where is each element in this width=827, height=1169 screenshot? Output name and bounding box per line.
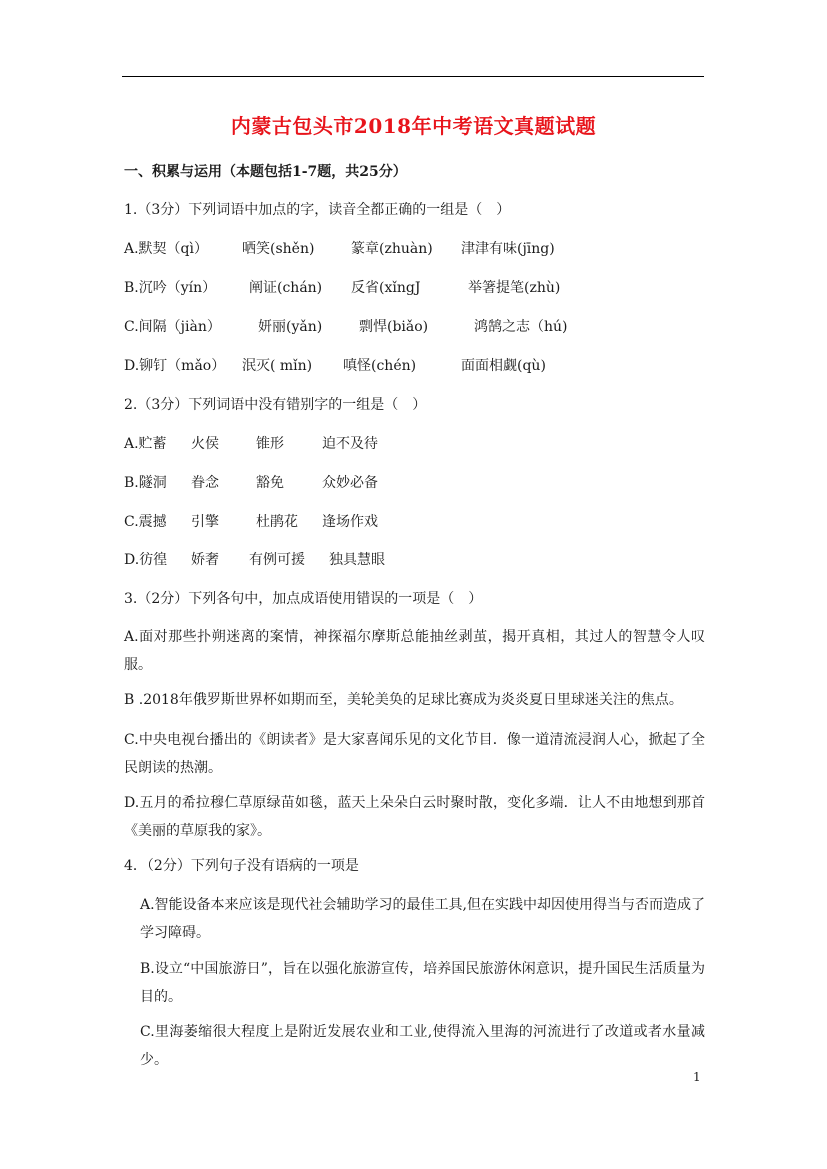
q2-b-item-3: 豁免: [256, 475, 284, 491]
q2-a-item-2: 火侯: [191, 436, 219, 452]
page-number: 1: [693, 1070, 701, 1084]
q1-d-item-2: 泯灭( mǐn): [242, 358, 313, 374]
q4-option-b: B.设立“中国旅游日”，旨在以强化旅游宣传，培养国民旅游休闲意识，提升国民生活质量为目的。: [140, 961, 705, 1005]
q1-c-item-2: 妍丽(yǎn): [258, 319, 323, 335]
q2-a-item-1: A.贮蓄: [124, 436, 167, 452]
q1-a-item-1: A.默契（qì）: [124, 241, 208, 257]
question-2-stem: 2.（3分）下列词语中没有错别字的一组是（ ）: [124, 397, 427, 413]
q2-d-item-3: 有例可援: [249, 552, 305, 568]
q1-b-item-2: 阐证(chán): [249, 280, 323, 296]
q3-option-c: C.中央电视台播出的《朗读者》是大家喜闻乐见的文化节目．像一道清流浸润人心，掀起了全民朗读的热潮。: [124, 732, 705, 776]
q3-option-b: B .2018年俄罗斯世界杯如期而至，美轮美奂的足球比赛成为炎炎夏日里球迷关注的焦点。: [124, 692, 683, 708]
q2-b-item-2: 眷念: [191, 475, 219, 491]
q1-c-item-3: 剽悍(biǎo): [359, 319, 429, 335]
q3-option-d: D.五月的希拉穆仁草原绿苗如毯，蓝天上朵朵白云时聚时散，变化多端．让人不由地想到那首《美丽的草原我的家》。: [124, 795, 705, 839]
header-rule: [122, 76, 704, 77]
q2-d-item-2: 娇奢: [191, 552, 219, 568]
q2-d-item-1: D.彷徨: [124, 552, 168, 568]
q2-b-item-4: 众妙必备: [322, 475, 378, 491]
q2-c-item-1: C.震撼: [124, 514, 167, 530]
q1-c-item-4: 鸿鹄之志（hú): [474, 319, 568, 335]
q1-b-item-4: 举箸提笔(zhù): [468, 280, 561, 296]
q1-c-item-1: C.间隔（jiàn）: [124, 319, 221, 335]
q1-d-item-3: 嗔怪(chén): [343, 358, 417, 374]
q2-c-item-4: 逢场作戏: [322, 514, 378, 530]
q2-c-item-2: 引擎: [191, 514, 219, 530]
q1-b-item-3: 反省(xǐngJ: [351, 280, 421, 296]
q4-option-a: A.智能设备本来应该是现代社会辅助学习的最佳工具,但在实践中却因使用得当与否而造成了学习障碍。: [140, 897, 706, 941]
q1-a-item-4: 津津有味(jīng): [461, 241, 555, 257]
section-heading: 一、积累与运用（本题包括1-7题，共25分）: [124, 164, 407, 180]
question-3-stem: 3.（2分）下列各句中，加点成语使用错误的一项是（ ）: [124, 591, 483, 607]
q2-a-item-4: 迫不及待: [322, 436, 378, 452]
q1-a-item-2: 哂笑(shěn): [242, 241, 315, 257]
q4-option-c: C.里海萎缩很大程度上是附近发展农业和工业,使得流入里海的河流进行了改道或者水量减少。: [140, 1024, 705, 1068]
q2-c-item-3: 杜鹃花: [256, 514, 298, 530]
q1-d-item-4: 面面相觑(qù): [461, 358, 546, 374]
q1-a-item-3: 篆章(zhuàn): [351, 241, 433, 257]
q3-option-a: A.面对那些扑朔迷离的案情，神探福尔摩斯总能抽丝剥茧，揭开真相，其过人的智慧令人叹服。: [124, 629, 705, 673]
q1-b-item-1: B.沉吟（yín）: [124, 280, 217, 296]
question-4-stem: 4．（2分）下列句子没有语病的一项是: [124, 858, 359, 874]
q2-a-item-3: 锥形: [256, 436, 284, 452]
q1-d-item-1: D.铆钉（mǎo）: [124, 358, 226, 374]
q2-b-item-1: B.隧洞: [124, 475, 167, 491]
q2-d-item-4: 独具慧眼: [329, 552, 385, 568]
document-title: 内蒙古包头市2018年中考语文真题试题: [230, 114, 597, 138]
question-1-stem: 1.（3分）下列词语中加点的字，读音全都正确的一组是（ ）: [124, 202, 511, 218]
